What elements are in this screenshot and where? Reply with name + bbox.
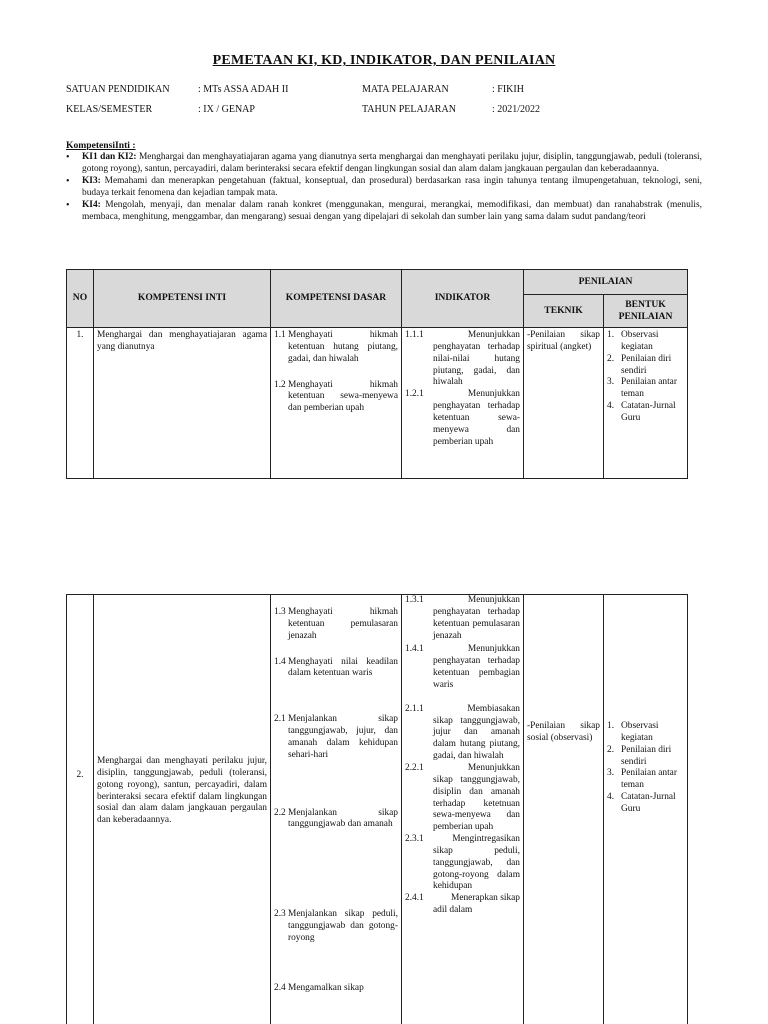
- row-indikator: [402, 595, 524, 1024]
- row-no: [67, 595, 94, 1024]
- ind-first: Menunjukkan: [467, 644, 520, 655]
- tahun-label: TAHUN PELAJARAN: [362, 104, 456, 115]
- tahun-value: : 2021/2022: [492, 104, 541, 115]
- ind-text: sikap tanggungjawab, jujur dan amanah dalam hutang piutang, gadai, dan hiwalah: [433, 715, 520, 762]
- ind-first: Menunjukkan: [467, 762, 520, 773]
- table-row: [67, 328, 688, 479]
- ind-num: 2.3.1: [405, 834, 424, 845]
- ind-num: 1.2.1: [405, 389, 424, 400]
- bp-text: Penilaian diri sendiri: [621, 744, 672, 767]
- row-ki-text: Menghargai dan menghayati perilaku jujur, disiplin, tanggungjawab, peduli (toleransi, gotong royong), santun, percayadiri, dalam berinteraksi secara efektif dalam lingkungan sosial dan alam dalam jangkauan pergaulan dan keberadaannya.: [97, 755, 267, 826]
- kd-num: 2.1: [274, 714, 286, 725]
- ind-first: Menerapkan sikap: [451, 893, 520, 904]
- row-ki: Menghargai dan menghayatiajaran agama yang dianutnya: [94, 328, 271, 479]
- bp-num: 3.: [607, 768, 615, 779]
- bullet-icon: •: [66, 176, 70, 188]
- header-no: NO: [67, 270, 94, 328]
- header-indikator: INDIKATOR: [402, 270, 524, 328]
- bp-text: Observasi kegiatan: [621, 330, 659, 352]
- row-ki: [94, 595, 271, 1024]
- ind-first: Menunjukkan: [467, 389, 520, 400]
- bp-text: Penilaian antar teman: [621, 377, 677, 400]
- ki-label: KI3:: [82, 176, 101, 187]
- kelas-label: KELAS/SEMESTER: [66, 104, 153, 115]
- ki-text: Menghargai dan menghayatiajaran agama yang dianutnya serta menghargai dan menghayati perilaku jujur, disiplin, tanggungjawab, peduli (toleransi, gotong royong), santun, percayadiri, dalam berinteraksi secara efektif dengan lingkungan sosial dan alam dalam jangkauan pergaulan dan keberadaannya.: [82, 152, 702, 174]
- mapel-value: : FIKIH: [492, 84, 524, 95]
- bp-num: 4.: [607, 792, 615, 803]
- kd-text: Menghayati nilai keadilan dalam ketentuan waris: [288, 656, 398, 679]
- mapel-label: MATA PELAJARAN: [362, 84, 449, 95]
- ind-text: penghayatan terhadap ketentuan sewa-menyewa dan pemberian upah: [433, 401, 520, 447]
- bp-num: 3.: [607, 377, 615, 388]
- document-title: PEMETAAN KI, KD, INDIKATOR, DAN PENILAIAN: [212, 53, 556, 68]
- ind-num: 1.1.1: [405, 330, 424, 340]
- bp-num: 1.: [607, 721, 615, 731]
- kd-text: Menghayati hikmah ketentuan hutang piutang, gadai, dan hiwalah: [288, 330, 398, 364]
- ind-text: sikap tanggungjawab, disiplin dan amanah terhadap ketetnuan sewa-menyewa dan pemberian upah: [433, 774, 520, 833]
- ki-text: Mengolah, menyaji, dan menalar dalam ranah konkret (menggunakan, mengurai, merangkai, memodifikasi, dan membuat) dan ranahabstrak (menulis, membaca, menghitung, menggambar, dan mengarang) sesuai dengan yang dipelajari di sekolah dan sumber lain yang sama dalam sudut pandang/teori: [82, 200, 702, 223]
- ki-text: Memahami dan menerapkan pengetahuan (faktual, konseptual, dan prosedural) berdasarkan rasa ingin tahunya tentang ilmupengetahuan, teknologi, seni, budaya terkait fenomena dan kejadian tampak mata.: [82, 176, 702, 199]
- table-row: [67, 595, 688, 1024]
- row-kd: [271, 595, 402, 1024]
- row-teknik: -Penilaian sikap sosial (observasi): [524, 595, 604, 1024]
- satuan-value: : MTs ASSA ADAH II: [198, 84, 289, 95]
- ki-item: [66, 200, 702, 224]
- header-teknik: TEKNIK: [524, 295, 604, 328]
- bp-text: Penilaian antar teman: [621, 768, 677, 791]
- satuan-label: SATUAN PENDIDIKAN: [66, 84, 170, 95]
- row-no-text: 2.: [76, 769, 84, 780]
- mapping-table: [66, 269, 688, 479]
- ind-first: Membiasakan: [467, 703, 520, 714]
- bp-text: Observasi kegiatan: [621, 721, 659, 743]
- ind-text: penghayatan terhadap ketentuan pembagian waris: [433, 656, 520, 690]
- kd-num: 1.1: [274, 330, 286, 340]
- header-penilaian: PENILAIAN: [524, 270, 688, 295]
- kd-num: 1.3: [274, 607, 286, 617]
- ki-item: [66, 152, 702, 176]
- ind-text: penghayatan terhadap ketentuan pemulasaran jenazah: [433, 606, 520, 641]
- bp-num: 4.: [607, 401, 615, 412]
- ind-first: Menunjukkan: [467, 595, 520, 605]
- ind-first: Mengintregasikan: [452, 834, 520, 845]
- kd-text: Menjalankan sikap tanggungjawab, jujur, dan amanah dalam kehidupan sehari-hari: [288, 714, 398, 760]
- bp-num: 1.: [607, 330, 615, 340]
- kd-text: Menghayati hikmah ketentuan pemulasaran jenazah: [288, 607, 398, 641]
- row-indikator: [402, 328, 524, 479]
- ind-num: 2.2.1: [405, 762, 424, 773]
- row-bentuk: [604, 595, 688, 1024]
- ind-num: 2.4.1: [405, 893, 424, 904]
- row-bentuk: [604, 328, 688, 479]
- kelas-value: : IX / GENAP: [198, 104, 255, 115]
- header-kompetensi-dasar: KOMPETENSI DASAR: [271, 270, 402, 328]
- ki-label: KI1 dan KI2:: [82, 152, 137, 162]
- bp-text: Catatan-Jurnal Guru: [621, 401, 676, 423]
- bullet-icon: •: [66, 200, 70, 212]
- ki-label: KI4:: [82, 200, 101, 211]
- ind-first: Menunjukkan: [467, 330, 520, 340]
- kd-text: Menjalankan sikap tanggungjawab dan amanah: [288, 807, 398, 830]
- bp-num: 2.: [607, 353, 615, 364]
- bp-text: Penilaian diri sendiri: [621, 353, 672, 376]
- kd-num: 2.4: [274, 982, 286, 993]
- kd-text: Menjalankan sikap peduli, tanggungjawab dan gotong-royong: [288, 909, 398, 943]
- kd-num: 2.2: [274, 807, 286, 818]
- ind-text: sikap peduli, tanggungjawab, dan gotong-royong dalam kehidupan: [433, 845, 520, 892]
- kd-num: 1.4: [274, 656, 286, 667]
- ki-item: [66, 176, 702, 200]
- bullet-icon: •: [66, 152, 70, 163]
- ind-text: penghayatan terhadap nilai-nilai hutang piutang, gadai, dan hiwalah: [433, 341, 520, 388]
- header-kompetensi-inti: KOMPETENSI INTI: [94, 270, 271, 328]
- kompetensi-inti-heading: KompetensiInti :: [66, 140, 136, 151]
- bp-num: 2.: [607, 744, 615, 755]
- mapping-table-continued: [66, 594, 688, 1024]
- ind-text: adil dalam: [433, 905, 473, 916]
- row-teknik: -Penilaian sikap spiritual (angket): [524, 328, 604, 479]
- bp-text: Catatan-Jurnal Guru: [621, 792, 676, 814]
- row-no: 1.: [67, 328, 94, 479]
- kd-text: Menghayati hikmah ketentuan sewa-menyewa dan pemberian upah: [288, 379, 398, 414]
- ind-num: 1.3.1: [405, 595, 424, 605]
- ind-num: 1.4.1: [405, 644, 424, 655]
- kompetensi-inti-list: [66, 152, 702, 225]
- header-bentuk: BENTUK PENILAIAN: [604, 295, 688, 328]
- kd-num: 1.2: [274, 379, 286, 390]
- kd-text: Mengamalkan sikap: [288, 982, 364, 993]
- ind-num: 2.1.1: [405, 703, 424, 714]
- row-kd: [271, 328, 402, 479]
- kd-num: 2.3: [274, 909, 286, 920]
